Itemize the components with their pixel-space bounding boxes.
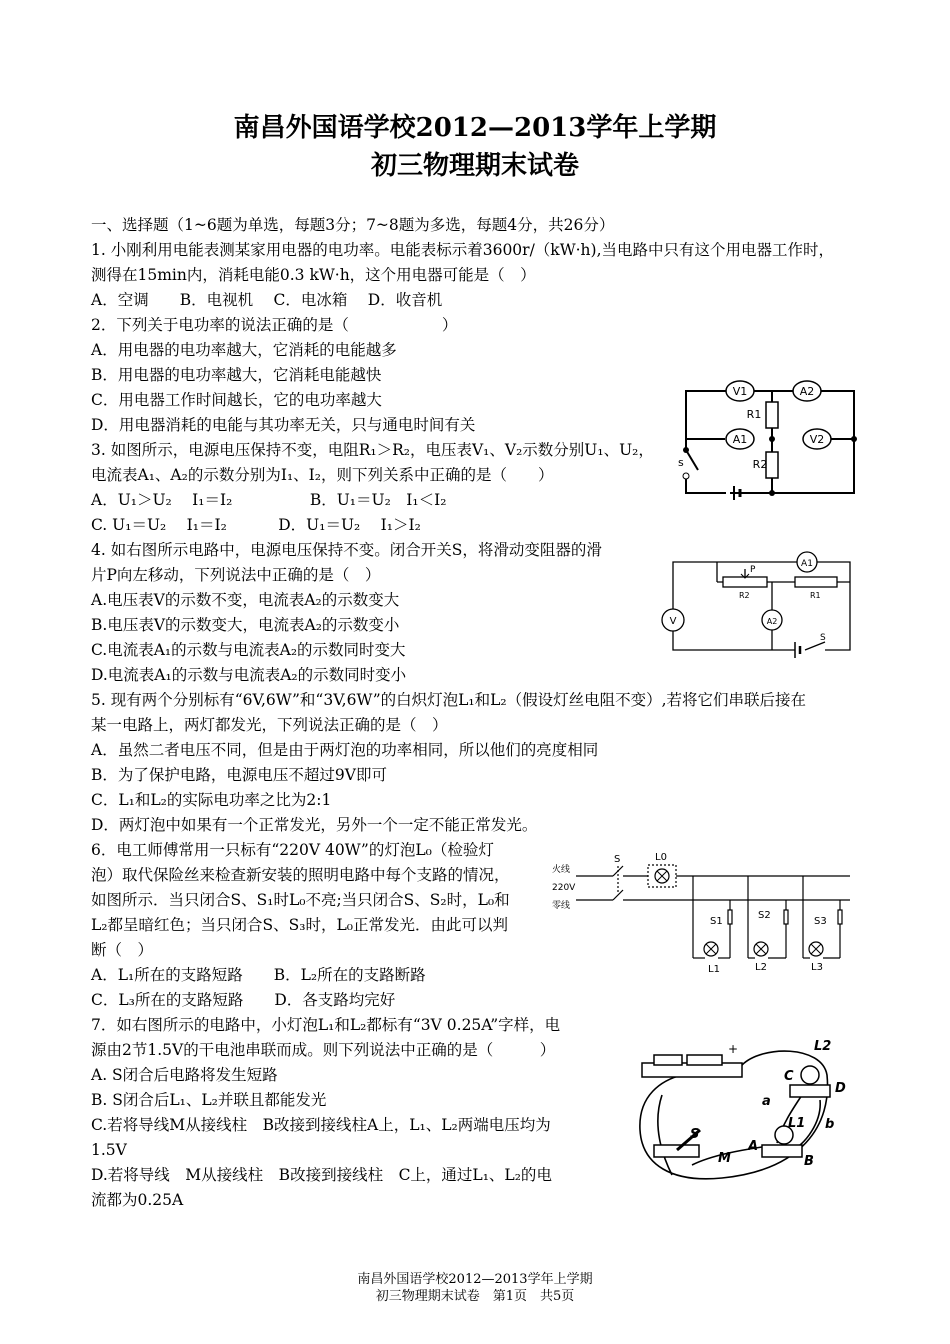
text-line: C．L₃所在的支路短路 D．各支路均完好 xyxy=(91,991,396,1009)
label-l0: L0 xyxy=(655,852,667,863)
label-p: P xyxy=(750,565,756,575)
label-220v: 220V xyxy=(552,883,576,893)
label-l1: L1 xyxy=(708,964,720,975)
text-line: 断（ ） xyxy=(91,941,154,959)
label-v1: V1 xyxy=(732,385,748,398)
circuit-diagram-q3 xyxy=(670,378,860,503)
label-a1: A1 xyxy=(801,559,813,569)
text-line: C.电流表A₁的示数与电流表A₂的示数同时变大 xyxy=(91,641,406,659)
text-line: 泡）取代保险丝来检查新安装的照明电路中每个支路的情况， xyxy=(91,866,510,884)
label-r2: R2 xyxy=(739,591,750,600)
label-s2: S2 xyxy=(758,910,771,921)
text-line: A．L₁所在的支路短路 B．L₂所在的支路断路 xyxy=(91,966,426,984)
label-s: S xyxy=(614,854,621,865)
label-s: S xyxy=(690,1127,700,1142)
text-line: 4. 如右图所示电路中，电源电压保持不变。闭合开关S，将滑动变阻器的滑 xyxy=(91,541,602,559)
text-line: C．用电器工作时间越长，它的电功率越大 xyxy=(91,391,382,409)
circuit-diagram-q4 xyxy=(655,548,855,666)
text-line: 7．如右图所示的电路中，小灯泡L₁和L₂都标有“3V 0.25A”字样，电 xyxy=(91,1016,561,1034)
footer-page: 初三物理期末试卷 第1页 共5页 xyxy=(375,1289,575,1304)
label-s: s xyxy=(678,456,684,469)
label-r1: R1 xyxy=(810,591,821,600)
text-line: 1. 小刚利用电能表测某家用电器的电功率。电能表标示着3600r/（kW·h),当电路中只有这个用电器工作时， xyxy=(91,241,835,259)
text-line: B.电压表V的示数变大，电流表A₂的示数变小 xyxy=(91,616,400,634)
label-wire-b: b xyxy=(825,1117,835,1132)
label-a1: A1 xyxy=(732,433,748,446)
label-terminal-b: B xyxy=(804,1154,814,1169)
label-c: C xyxy=(784,1069,794,1084)
label-l2: L2 xyxy=(755,962,767,973)
text-line: D.若将导线 M从接线柱 B改接到接线柱 C上，通过L₁、L₂的电 xyxy=(91,1166,552,1184)
text-line: A．用电器的电功率越大，它消耗的电能越多 xyxy=(91,341,397,359)
text-line: 某一电路上，两灯都发光，下列说法正确的是（ ） xyxy=(91,716,448,734)
label-m: M xyxy=(718,1151,731,1166)
text-line: 测得在15min内，消耗电能0.3 kW·h，这个用电器可能是（ ） xyxy=(91,266,536,284)
text-line: A．空调 B．电视机 C．电冰箱 D．收音机 xyxy=(91,291,443,309)
text-line: 6．电工师傅常用一只标有“220V 40W”的灯泡L₀（检验灯 xyxy=(91,841,494,859)
label-l1: L1 xyxy=(788,1116,806,1131)
text-line: 3. 如图所示，电源电压保持不变，电阻R₁＞R₂，电压表V₁、V₂示数分别U₁、U₂， xyxy=(91,441,654,459)
text-line: 电流表A₁、A₂的示数分别为I₁、I₂，则下列关系中正确的是（ ） xyxy=(91,466,554,484)
circuit-photo-q7 xyxy=(632,1035,854,1185)
label-plus: + xyxy=(728,1042,739,1056)
label-l2: L2 xyxy=(814,1039,832,1054)
text-line: D．两灯泡中如果有一个正常发光，另外一个一定不能正常发光。 xyxy=(91,816,538,834)
label-d: D xyxy=(835,1081,846,1096)
text-line: A. S闭合后电路将发生短路 xyxy=(91,1066,278,1084)
label-live-wire: 火线 xyxy=(552,865,571,875)
text-line: 源由2节1.5V的干电池串联而成。则下列说法中正确的是（ ） xyxy=(91,1041,556,1059)
page-subtitle: 初三物理期末试卷 xyxy=(370,151,579,181)
page-title: 南昌外国语学校2012—2013学年上学期 xyxy=(233,113,717,143)
label-terminal-a: A xyxy=(748,1139,759,1154)
label-s: S xyxy=(820,633,826,643)
text-line: A.电压表V的示数不变，电流表A₂的示数变大 xyxy=(91,591,400,609)
label-neutral-wire: 零线 xyxy=(552,901,571,911)
text-line: D．用电器消耗的电能与其功率无关，只与通电时间有关 xyxy=(91,416,476,434)
label-s3: S3 xyxy=(814,916,827,927)
text-line: 2．下列关于电功率的说法正确的是（ ） xyxy=(91,316,458,334)
text-line: A．U₁＞U₂ I₁＝I₂ B．U₁＝U₂ I₁＜I₂ xyxy=(91,491,447,509)
text-line: D.电流表A₁的示数与电流表A₂的示数同时变小 xyxy=(91,666,407,684)
footer-school: 南昌外国语学校2012—2013学年上学期 xyxy=(357,1272,593,1287)
label-a2: A2 xyxy=(766,617,778,626)
text-line: 如图所示．当只闭合S、S₁时L₀不亮;当只闭合S、S₂时，L₀和 xyxy=(91,891,510,909)
label-r2: R2 xyxy=(752,458,768,471)
text-line: C．L₁和L₂的实际电功率之比为2:1 xyxy=(91,791,332,809)
label-r1: R1 xyxy=(746,408,762,421)
text-line: L₂都呈暗红色；当只闭合S、S₃时，L₀正常发光．由此可以判 xyxy=(91,916,508,934)
text-line: C. U₁＝U₂ I₁＝I₂ D．U₁＝U₂ I₁＞I₂ xyxy=(91,516,421,534)
text-line: B．用电器的电功率越大，它消耗电能越快 xyxy=(91,366,382,384)
text-line: 流都为0.25A xyxy=(91,1191,184,1209)
label-v: V xyxy=(669,616,677,627)
label-s1: S1 xyxy=(710,916,723,927)
label-wire-a: a xyxy=(762,1094,771,1109)
text-line: B．为了保护电路，电源电压不超过9V即可 xyxy=(91,766,387,784)
text-line: B. S闭合后L₁、L₂并联且都能发光 xyxy=(91,1091,327,1109)
label-v2: V2 xyxy=(809,433,825,446)
label-a2: A2 xyxy=(799,385,815,398)
text-line: 一、选择题（1~6题为单选，每题3分；7~8题为多选，每题4分，共26分） xyxy=(91,216,615,234)
text-line: A．虽然二者电压不同，但是由于两灯泡的功率相同，所以他们的亮度相同 xyxy=(91,741,599,759)
text-line: 1.5V xyxy=(91,1141,127,1159)
circuit-diagram-q6 xyxy=(548,848,858,978)
text-line: 5. 现有两个分别标有“6V,6W”和“3V,6W”的白炽灯泡L₁和L₂（假设灯丝电阻不变）,若将它们串联后接在 xyxy=(91,691,807,709)
label-l3: L3 xyxy=(811,962,823,973)
text-line: 片P向左移动，下列说法中正确的是（ ） xyxy=(91,566,381,584)
text-line: C.若将导线M从接线柱 B改接到接线柱A上，L₁、L₂两端电压均为 xyxy=(91,1116,551,1134)
